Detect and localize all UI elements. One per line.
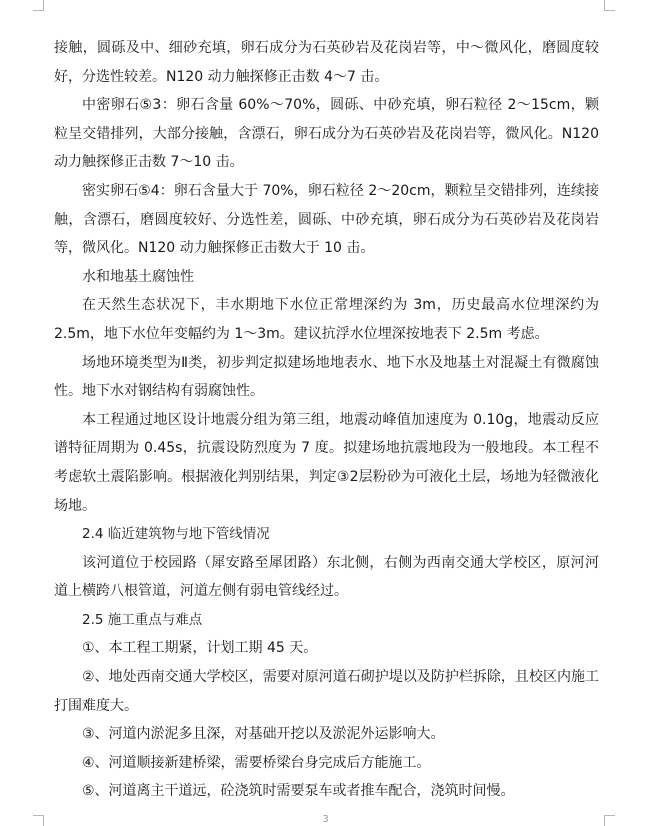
margin-mark-top-right bbox=[604, 0, 615, 11]
body-paragraph: 在天然生态状况下，丰水期地下水位正常埋深约为 3m，历史最高水位埋深约为 2.5m，地下水位年变幅约为 1～3m。建议抗浮水位埋深按地表下 2.5m 考虑。 bbox=[54, 297, 599, 342]
body-paragraph: ⑤、河道离主干道远，砼浇筑时需要泵车或者推车配合，浇筑时间慢。 bbox=[82, 783, 515, 800]
body-paragraph: 中密卵石⑤3：卵石含量 60%～70%，圆砾、中砂充填，卵石粒径 2～15cm，颗粒呈交错排列，大部分接触，含漂石，卵石成分为石英砂岩及花岗岩等，微风化。N120 动力触探修正击数 7～10 击。 bbox=[54, 97, 599, 171]
section-heading: 2.4 临近建筑物与地下管线情况 bbox=[82, 526, 270, 543]
body-paragraph: 该河道位于校园路（犀安路至犀团路）东北侧，右侧为西南交通大学校区，原河河道上横跨八根管道，河道左侧有弱电管线经过。 bbox=[54, 554, 599, 600]
margin-mark-top-left bbox=[33, 0, 44, 11]
section-heading: 2.5 施工重点与难点 bbox=[82, 611, 203, 628]
document-body bbox=[54, 34, 599, 806]
body-paragraph: ②、地处西南交通大学校区，需要对原河道石砌护堤以及防护栏拆除，且校区内施工打围难度大。 bbox=[54, 669, 599, 714]
body-paragraph: 接触，圆砾及中、细砂充填，卵石成分为石英砂岩及花岗岩等，中～微风化，磨圆度较好，分选性较差。N120 动力触探修正击数 4～7 击。 bbox=[54, 40, 599, 85]
body-paragraph: 水和地基土腐蚀性 bbox=[82, 268, 194, 285]
body-paragraph: 本工程通过地区设计地震分组为第三组，地震动峰值加速度为 0.10g，地震动反应谱特征周期为 0.45s，抗震设防烈度为 7 度。拟建场地抗震地段为一般地段。本工程不考虑软土震陷影响。根据液化判别结果，判定③2层粉砂为可液化土层，场地为轻微液化场地。 bbox=[54, 411, 599, 514]
body-paragraph: ④、河道顺接新建桥梁，需要桥梁台身完成后方能施工。 bbox=[82, 754, 431, 771]
body-paragraph: 密实卵石⑤4：卵石含量大于 70%，卵石粒径 2～20cm，颗粒呈交错排列，连续接触，含漂石，磨圆度较好、分选性差，圆砾、中砂充填，卵石成分为石英砂岩及花岗岩等，微风化。N120 动力触探修正击数大于 10 击。 bbox=[54, 182, 599, 257]
body-paragraph: ①、本工程工期紧，计划工期 45 天。 bbox=[82, 640, 318, 657]
body-paragraph: ③、河道内淤泥多且深，对基础开挖以及淤泥外运影响大。 bbox=[82, 726, 445, 743]
body-paragraph: 场地环境类型为Ⅱ类，初步判定拟建场地地表水、地下水及地基土对混凝土有微腐蚀性。地下水对钢结构有弱腐蚀性。 bbox=[54, 354, 599, 400]
page-number: 3 bbox=[322, 814, 329, 825]
